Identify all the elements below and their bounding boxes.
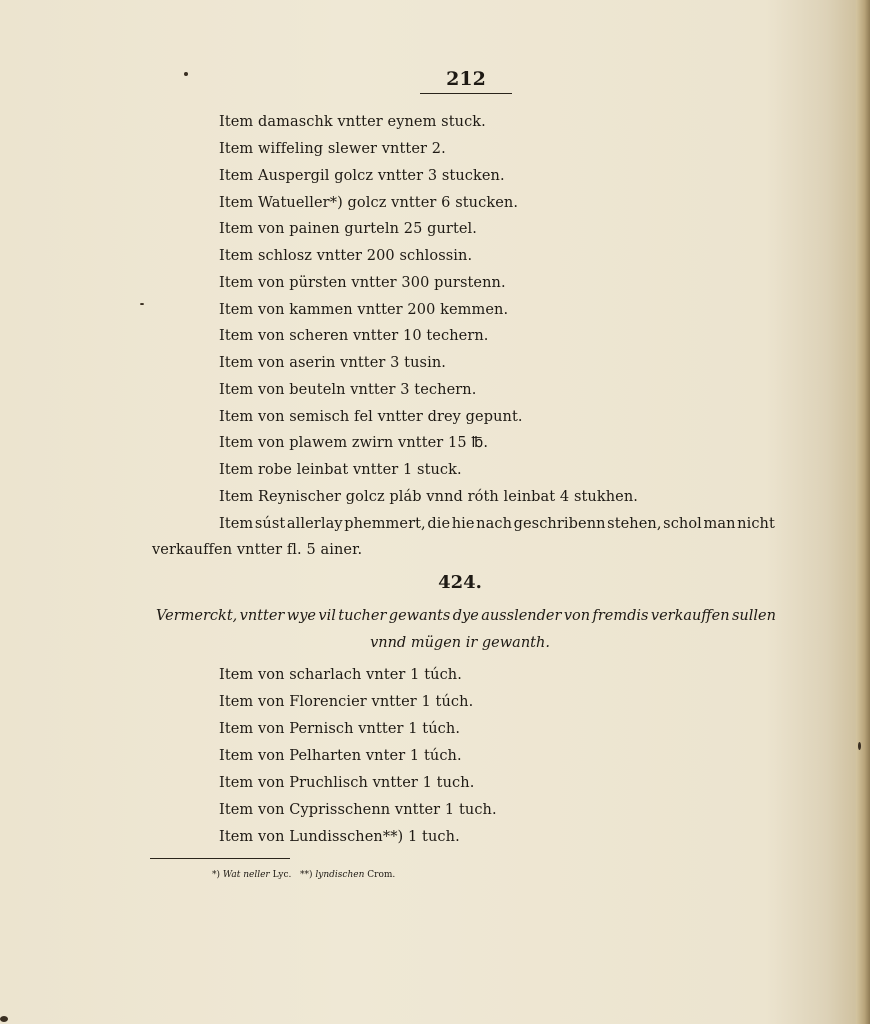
- footnote-marker: **): [300, 870, 313, 880]
- word: gewants: [388, 608, 451, 624]
- list-item: Item von painen gurteln 25 gurtel.: [219, 221, 478, 237]
- footnote-text: Lyc.: [272, 870, 292, 880]
- word: wye: [286, 608, 316, 624]
- list-item: Item von scharlach vnter 1 túch.: [219, 667, 462, 683]
- list-item: Item von Florencier vntter 1 túch.: [219, 694, 474, 710]
- word: phemmert,: [344, 516, 426, 532]
- section-number: 424.: [438, 572, 482, 593]
- footnote-text: lyndischen: [315, 870, 365, 880]
- paper-speck: [0, 1016, 8, 1022]
- paper-speck: [858, 742, 861, 750]
- list-item: Item von aserin vntter 3 tusin.: [219, 355, 446, 371]
- word: schol: [663, 516, 702, 532]
- word: hie: [451, 516, 475, 532]
- word: súst: [254, 516, 286, 532]
- paper-speck: [184, 72, 188, 76]
- footnote-divider: [150, 858, 290, 859]
- list-item: Item Watueller*) golcz vntter 6 stucken.: [219, 195, 519, 211]
- list-item: Item von pürsten vntter 300 purstenn.: [219, 275, 506, 291]
- list-item: Item von plawem zwirn vntter 15 ℔.: [219, 435, 489, 451]
- list-item: Item von kammen vntter 200 kemmen.: [219, 302, 509, 318]
- list-item: Item schlosz vntter 200 schlossin.: [219, 248, 473, 264]
- list-item: Item von Cyprisschenn vntter 1 tuch.: [219, 802, 497, 818]
- word: dye: [452, 608, 479, 624]
- word: allerlay: [286, 516, 343, 532]
- list-item: Item robe leinbat vntter 1 stuck.: [219, 462, 462, 478]
- word: Item: [219, 516, 254, 532]
- list-item: Item von Pruchlisch vntter 1 tuch.: [219, 775, 475, 791]
- footnote-text: Crom.: [367, 870, 396, 880]
- footnote: [212, 870, 395, 880]
- page-edge: [856, 0, 870, 1024]
- word: sullen: [731, 608, 776, 624]
- footnote-marker: *): [212, 870, 221, 880]
- page-number: 212: [420, 68, 512, 94]
- closing-paragraph-line2: verkauffen vntter fl. 5 ainer.: [152, 542, 363, 558]
- footnote-text: Wat neller: [222, 870, 270, 880]
- word: ausslender: [481, 608, 562, 624]
- list-item: Item von Pernisch vntter 1 túch.: [219, 721, 461, 737]
- word: stehen,: [607, 516, 662, 532]
- list-item: Item Auspergil golcz vntter 3 stucken.: [219, 168, 505, 184]
- word: von: [563, 608, 591, 624]
- paper-speck: [140, 303, 144, 305]
- list-item: Item von Pelharten vnter 1 túch.: [219, 748, 462, 764]
- word: tucher: [338, 608, 387, 624]
- list-item: Item wiffeling slewer vntter 2.: [219, 141, 446, 157]
- closing-paragraph-line1: [219, 516, 775, 532]
- list-item: Item Reynischer golcz pláb vnnd róth leinbat 4 stukhen.: [219, 489, 639, 505]
- word: nach: [476, 516, 513, 532]
- list-item: Item von scheren vntter 10 techern.: [219, 328, 489, 344]
- word: nicht: [737, 516, 775, 532]
- section-heading-line2: vnnd mügen ir gewanth.: [370, 635, 550, 651]
- section-heading-line1: [156, 608, 776, 624]
- list-item: Item von semisch fel vntter drey gepunt.: [219, 409, 523, 425]
- word: man: [703, 516, 736, 532]
- list-item: Item von beuteln vntter 3 techern.: [219, 382, 477, 398]
- word: geschribenn: [513, 516, 606, 532]
- list-item: Item von Lundisschen**) 1 tuch.: [219, 829, 460, 845]
- word: vntter: [239, 608, 285, 624]
- word: Vermerckt,: [156, 608, 238, 624]
- word: fremdis: [592, 608, 649, 624]
- word: die: [427, 516, 451, 532]
- list-item: Item damaschk vntter eynem stuck.: [219, 114, 486, 130]
- word: vil: [318, 608, 336, 624]
- word: verkauffen: [650, 608, 730, 624]
